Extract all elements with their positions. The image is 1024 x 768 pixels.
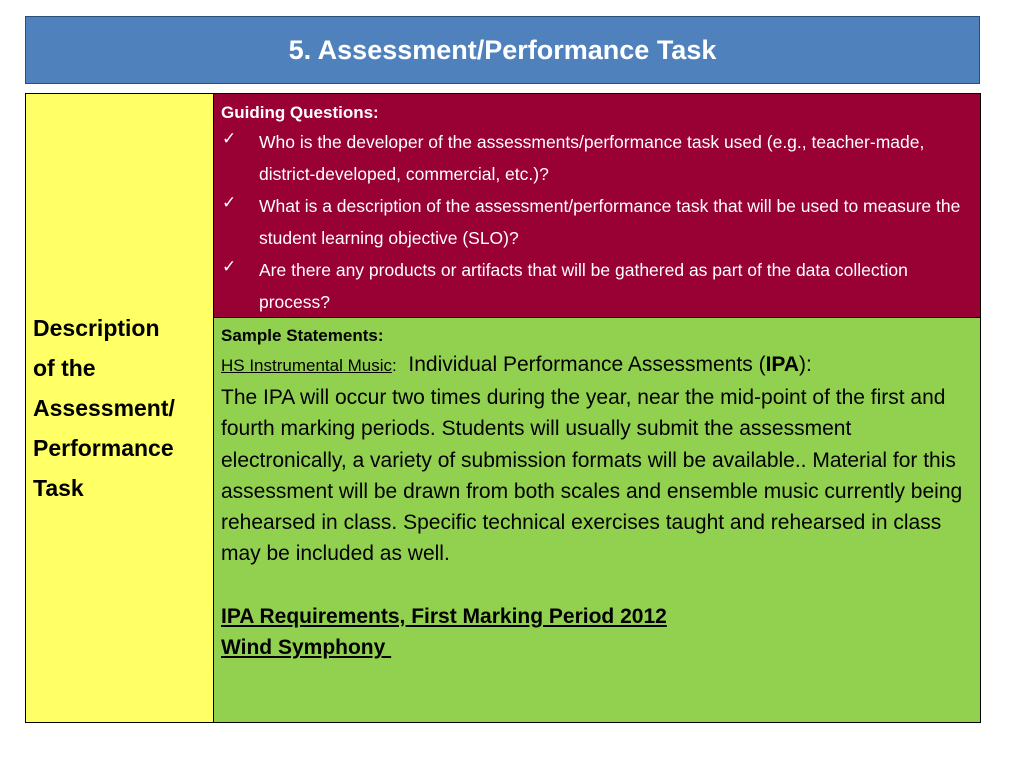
assessment-prefix: Individual Performance Assessments (	[396, 353, 766, 376]
row-label	[26, 308, 175, 508]
content-table	[25, 93, 981, 723]
list-item	[221, 190, 972, 254]
slide-title: 5. Assessment/Performance Task	[288, 34, 717, 65]
checkmark-icon: ✓	[222, 193, 237, 212]
question-text: What is a description of the assessment/performance task that will be used to measure the student learning objective (SLO)?	[259, 196, 961, 248]
row-label-cell	[26, 94, 214, 722]
guiding-questions-heading: Guiding Questions:	[221, 103, 379, 122]
checkmark-icon: ✓	[222, 257, 237, 276]
ensemble-name: Wind Symphony	[221, 636, 392, 660]
row-label-line: Description	[33, 315, 160, 341]
row-label-line: Task	[33, 475, 84, 501]
row-label-line: Performance	[33, 435, 174, 461]
sample-statements-heading: Sample Statements:	[221, 326, 384, 345]
spacer	[221, 570, 972, 601]
question-text: Who is the developer of the assessments/performance task used (e.g., teacher-made, district-developed, commercial, etc.)?	[259, 132, 925, 184]
guiding-questions-list	[221, 126, 972, 318]
checkmark-icon: ✓	[222, 129, 237, 148]
assessment-line	[221, 350, 972, 382]
row-label-line: Assessment/	[33, 395, 175, 421]
list-item	[221, 254, 972, 318]
row-label-line: of the	[33, 355, 96, 381]
list-item	[221, 126, 972, 190]
title-banner	[25, 16, 980, 84]
course-colon: :	[392, 356, 397, 375]
sample-statements-cell	[214, 318, 980, 722]
assessment-abbr: IPA	[765, 353, 800, 376]
guiding-questions-cell	[214, 94, 980, 318]
requirements-title: IPA Requirements, First Marking Period 2012	[221, 604, 667, 628]
course-link[interactable]: HS Instrumental Music	[221, 356, 392, 375]
assessment-description: The IPA will occur two times during the year, near the mid-point of the first and fourth marking periods. Students will usually submit the assessment electronically, a variety of submission formats will be available.. Material for this assessment will be drawn from both scales and ensemble music currently being rehearsed in class. Specific technical exercises taught and rehearsed in class may be included as well.	[221, 386, 963, 566]
assessment-suffix: ):	[799, 353, 812, 376]
question-text: Are there any products or artifacts that will be gathered as part of the data collection process?	[259, 260, 908, 312]
